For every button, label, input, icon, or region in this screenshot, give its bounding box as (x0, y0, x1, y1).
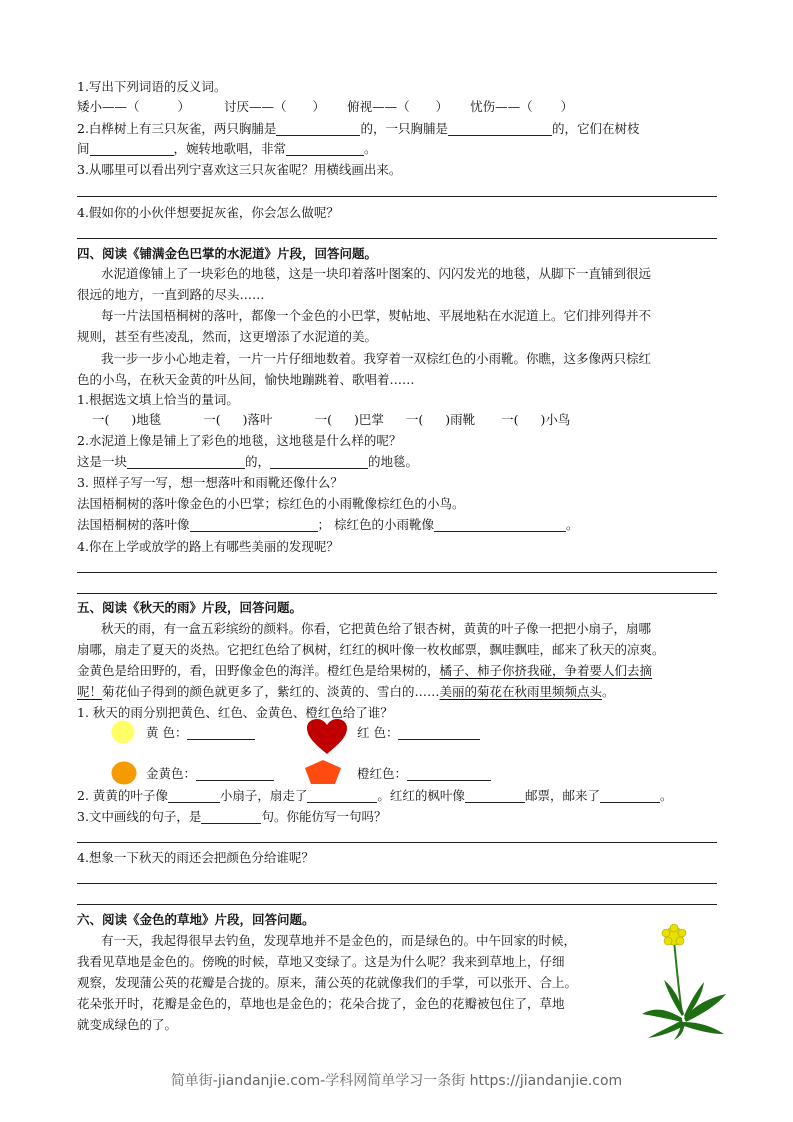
answer-blank[interactable] (407, 767, 491, 781)
answer-blank[interactable] (168, 789, 220, 803)
s4-paragraph: 我一步一步小心地走着，一片一片仔细地数着。我穿着一双棕红色的小雨靴。你瞧，这多像两只棕红 (101, 351, 652, 366)
s5-question-4: 4.想象一下秋天的雨还会把颜色分给谁呢？ (77, 850, 314, 865)
s4-paragraph: 很远的地方，一直到路的尽头…… (77, 287, 265, 302)
q3-question-1: 1.写出下列词语的反义词。 (77, 79, 227, 94)
answer-line[interactable] (77, 842, 717, 843)
golden-circle-icon (110, 760, 138, 786)
answer-blank[interactable] (127, 455, 245, 469)
answer-blank[interactable] (196, 767, 274, 781)
antonym-3: 俯视——（ ） (347, 99, 449, 114)
antonym-4: 忧伤——（ ） (470, 99, 574, 114)
s6-paragraph: 就变成绿色的了。 (77, 1017, 178, 1032)
answer-line[interactable] (77, 904, 717, 905)
measure-word-item: 一( )巴掌 (314, 412, 384, 427)
s6-paragraph: 有一天，我起得很早去钓鱼，发现草地并不是金色的，而是绿色的。中午回家的时候， (101, 933, 577, 948)
s6-paragraph: 我看见草地是金色的。傍晚的时候，草地又变绿了。这是为什么呢？我来到草地上，仔细 (77, 954, 565, 969)
red-heart-icon (307, 719, 347, 755)
answer-blank[interactable] (187, 726, 255, 740)
measure-word-item: 一( )雨靴 (405, 412, 476, 427)
measure-word-item: 一( )落叶 (203, 412, 273, 427)
s4-question-3: 3. 照样子写一写，想一想落叶和雨靴还像什么？ (77, 475, 343, 490)
q3-question-2-line2: 间 ，婉转地歌唱，非常 。 (77, 141, 377, 156)
s5-paragraph: 扇哪，扇走了夏天的炎热。它把红色给了枫树，红红的枫叶像一枚枚邮票，飘哇飘哇，邮来了秋天的凉爽。 (77, 642, 665, 657)
answer-blank[interactable] (286, 142, 364, 156)
answer-blank[interactable] (600, 789, 660, 803)
s5-question-3: 3.文中画线的句子，是 句。你能仿写一句吗？ (77, 809, 387, 824)
dandelion-icon (638, 922, 730, 1040)
measure-word-item: 一( )地毯 (92, 412, 162, 427)
measure-word-item: 一( )小鸟 (501, 412, 571, 427)
section-6-title: 六、阅读《金色的草地》片段，回答问题。 (77, 912, 315, 927)
antonym-1: 矮小——（ ） (77, 99, 191, 114)
answer-line[interactable] (77, 196, 717, 197)
s4-question-2-answer: 这是一块 的， 的地毯。 (77, 454, 419, 469)
s4-paragraph: 规则，甚至有些凌乱，然而，这更增添了水泥道的美。 (77, 329, 378, 344)
s4-paragraph: 每一片法国梧桐树的落叶，都像一个金色的小巴掌，熨帖地、平展地粘在水泥道上。它们排列得并不 (101, 308, 652, 323)
yellow-circle-icon (110, 719, 136, 745)
orange-pentagon-icon (304, 759, 342, 785)
footer-watermark: 简单街-jiandanjie.com-学科网简单学习一条街 https://jiandanjie.com (170, 1073, 623, 1089)
q3-question-3: 3.从哪里可以看出列宁喜欢这三只灰雀呢？用横线画出来。 (77, 162, 402, 177)
answer-blank[interactable] (465, 789, 525, 803)
s4-question-3-example: 法国梧桐树的落叶像金色的小巴掌；棕红色的小雨靴像棕红色的小鸟。 (77, 496, 465, 511)
s4-question-4: 4.你在上学或放学的路上有哪些美丽的发现呢？ (77, 539, 339, 554)
s4-question-1: 1.根据选文填上恰当的量词。 (77, 392, 239, 407)
s5-paragraph: 秋天的雨，有一盒五彩缤纷的颜料。你看，它把黄色给了银杏树，黄黄的叶子像一把把小扇子，扇哪 (101, 621, 652, 636)
s5-paragraph: 金黄色是给田野的，看，田野像金色的海洋。橙红色是给果树的，橘子、柿子你挤我碰，争着要人们去摘 (77, 663, 653, 678)
s4-question-2: 2.水泥道上像是铺上了彩色的地毯，这地毯是什么样的呢？ (77, 433, 402, 448)
measure-word-row (92, 410, 732, 429)
s5-question-1: 1. 秋天的雨分别把黄色、红色、金黄色、橙红色给了谁？ (77, 705, 393, 720)
answer-blank[interactable] (448, 122, 552, 136)
s6-paragraph: 花朵张开时，花瓣是金色的，草地也是金色的；花朵合拢了，金色的花瓣被包住了，草地 (77, 996, 565, 1011)
answer-line[interactable] (77, 238, 717, 239)
underlined-sentence: 美丽的菊花在秋雨里频频点头 (439, 684, 603, 699)
answer-blank[interactable] (398, 726, 480, 740)
answer-blank[interactable] (90, 142, 174, 156)
answer-line[interactable] (77, 883, 717, 884)
answer-blank[interactable] (307, 789, 377, 803)
antonym-row (77, 97, 717, 116)
s4-paragraph: 色的小鸟，在秋天金黄的叶丛间，愉快地蹦跳着、歌唱着…… (77, 372, 415, 387)
underlined-sentence: 橘子、柿子你挤我碰，争着要人们去摘 (439, 663, 653, 678)
yellow-answer: 黄 色： (146, 723, 286, 742)
q3-question-2-line1: 2.白桦树上有三只灰雀，两只胸脯是 的，一只胸脯是 的，它们在树枝 (77, 121, 640, 136)
section-4-title: 四、阅读《铺满金色巴掌的水泥道》片段，回答问题。 (77, 246, 378, 261)
s5-question-2: 2. 黄黄的叶子像 小扇子，扇走了 。红红的枫叶像 邮票，邮来了 。 (77, 788, 673, 803)
answer-blank[interactable] (190, 518, 318, 532)
answer-line[interactable] (77, 572, 717, 573)
antonym-2: 讨厌——（ ） (224, 99, 326, 114)
answer-blank[interactable] (270, 455, 368, 469)
golden-answer: 金黄色： (146, 764, 296, 783)
answer-blank[interactable] (201, 810, 261, 824)
s5-paragraph: 呢！菊花仙子得到的颜色就更多了，紫红的、淡黄的、雪白的……美丽的菊花在秋雨里频频点头。 (77, 684, 615, 699)
s4-paragraph: 水泥道像铺上了一块彩色的地毯，这是一块印着落叶图案的、闪闪发光的地毯，从脚下一直铺到很远 (101, 266, 652, 281)
orange-answer: 橙红色： (357, 764, 517, 783)
s6-paragraph: 观察，发现蒲公英的花瓣是合拢的。原来，蒲公英的花就像我们的手掌，可以张开、合上。 (77, 975, 578, 990)
red-answer: 红 色： (357, 723, 517, 742)
q3-question-4: 4.假如你的小伙伴想要捉灰雀，你会怎么做呢？ (77, 205, 339, 220)
answer-line[interactable] (77, 593, 717, 594)
answer-blank[interactable] (276, 122, 360, 136)
section-5-title: 五、阅读《秋天的雨》片段，回答问题。 (77, 600, 303, 615)
underlined-sentence: 呢！ (77, 684, 103, 699)
s4-question-3-answer: 法国梧桐树的落叶像 ； 棕红色的小雨靴像 。 (77, 517, 579, 532)
answer-blank[interactable] (434, 518, 566, 532)
